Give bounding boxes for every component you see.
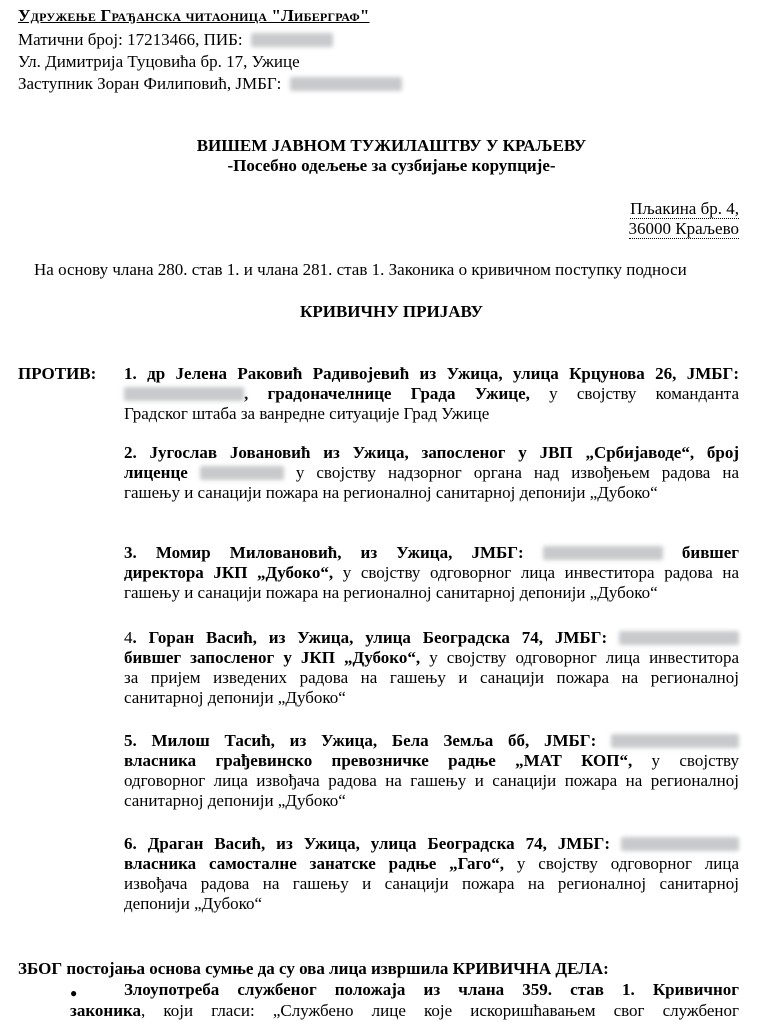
defendant-3-line-3: гашењу и санацији пожара на регионалној санитарној депонији „Дубоко“ [124,583,658,602]
defendant-4-line-2: бившег запосленог у ЈКП „Дубоко“, у својству одговорног лица инвеститора [124,648,739,667]
redacted-license [200,466,284,480]
recipient-address-line-1: Пљакина бр. 4, [630,199,739,218]
organization-address: Ул. Димитрија Туцовића бр. 17, Ужице [18,52,300,71]
defendant-4 [124,628,739,708]
defendant-1-line-2: , градоначелнице Града Ужице, у својству команданта [124,384,739,404]
defendant-4-line-1: 4. Горан Васић, из Ужица, улица Београдска 74, ЈМБГ: [124,628,739,648]
defendant-2-line-1: 2. Југослав Јовановић из Ужица, запосленог у ЈВП „Србијаводе“, број [124,443,739,462]
bullet-icon: ● [70,986,78,1000]
defendant-3-line-1: 3. Момир Миловановић, из Ужица, ЈМБГ: бившег [124,543,740,562]
redacted-jmbg [290,77,402,91]
registration-line: Матични број: 17213466, ПИБ: [18,30,333,50]
defendant-1-line-1: 1. др Јелена Раковић Радивојевић из Ужица, улица Крцунова 26, ЈМБГ: [124,364,739,383]
offense-line-1: Злоупотреба службеног положаја из члана 359. став 1. Кривичног [124,980,739,999]
against-label: ПРОТИВ: [18,364,97,383]
redacted-pib [251,33,333,47]
defendant-4-line-3: за пријем изведених радова на гашењу и санацији пожара на регионалној [124,668,739,687]
defendant-2 [124,443,739,503]
intro-text: На основу члана 280. став 1. и члана 281. став 1. Законика о кривичном поступку подноси [34,260,687,279]
reason-heading: ЗБОГ постојања основа сумње да су ова лица извршила КРИВИЧНА ДЕЛА: [18,959,609,978]
defendant-2-line-2: лиценце у својству надзорног органа над извођењем радова на [124,463,739,482]
recipient-address-line-2: 36000 Краљево [628,219,739,238]
defendant-4-line-4: санитарној депонији „Дубоко“ [124,688,346,707]
redacted-jmbg [543,546,663,560]
defendant-5 [124,731,739,811]
document-title: КРИВИЧНУ ПРИЈАВУ [300,302,483,321]
redacted-jmbg [611,734,739,748]
defendant-5-line-1: 5. Милош Тасић, из Ужица, Бела Земља бб, ЈМБГ: [124,731,739,751]
defendant-6-line-4: депонији „Дубоко“ [124,894,263,913]
recipient-line-1: ВИШЕМ ЈАВНОМ ТУЖИЛАШТВУ У КРАЉЕВУ [196,136,587,155]
redacted-jmbg [124,387,244,401]
defendant-3 [124,543,739,603]
defendant-6-line-2: власника самосталне занатске радње „Гаго“, у својству одговорног лица [124,854,739,873]
defendant-6 [124,834,739,914]
recipient-line-2: -Посебно одељење за сузбијање корупције- [227,156,556,175]
defendant-5-line-4: санитарној депонији „Дубоко“ [124,791,346,810]
defendant-5-line-3: одговорног лица извођача радова на гашењу и санацији пожара на регионалној [124,771,739,790]
defendant-1 [124,364,739,424]
defendant-3-line-2: директора ЈКП „Дубоко“, у својству одговорног лица инвеститора радова на [124,563,739,582]
defendant-6-line-3: извођача радова на гашењу и санацији пожара на регионалној санитарној [124,874,739,893]
redacted-jmbg [619,631,739,645]
defendant-1-line-3: Градског штаба за ванредне ситуације Град Ужице [124,404,490,423]
offense-line-2: законика, који гласи: „Службено лице које искоришћавањем свог службеног [70,1001,739,1020]
offense-item [124,980,739,1000]
defendant-2-line-3: гашењу и санацији пожара на регионалној санитарној депонији „Дубоко“ [124,483,658,502]
representative-line: Заступник Зоран Филиповић, ЈМБГ: [18,74,402,94]
defendant-6-line-1: 6. Драган Васић, из Ужица, улица Београдска 74, ЈМБГ: [124,834,739,854]
organization-name: Удружење Грађанска читаоница "Либерграф" [18,6,370,25]
redacted-jmbg [621,837,739,851]
defendant-5-line-2: власника грађевинско превозничке радње „МАТ КОП“, у својству [124,751,739,770]
